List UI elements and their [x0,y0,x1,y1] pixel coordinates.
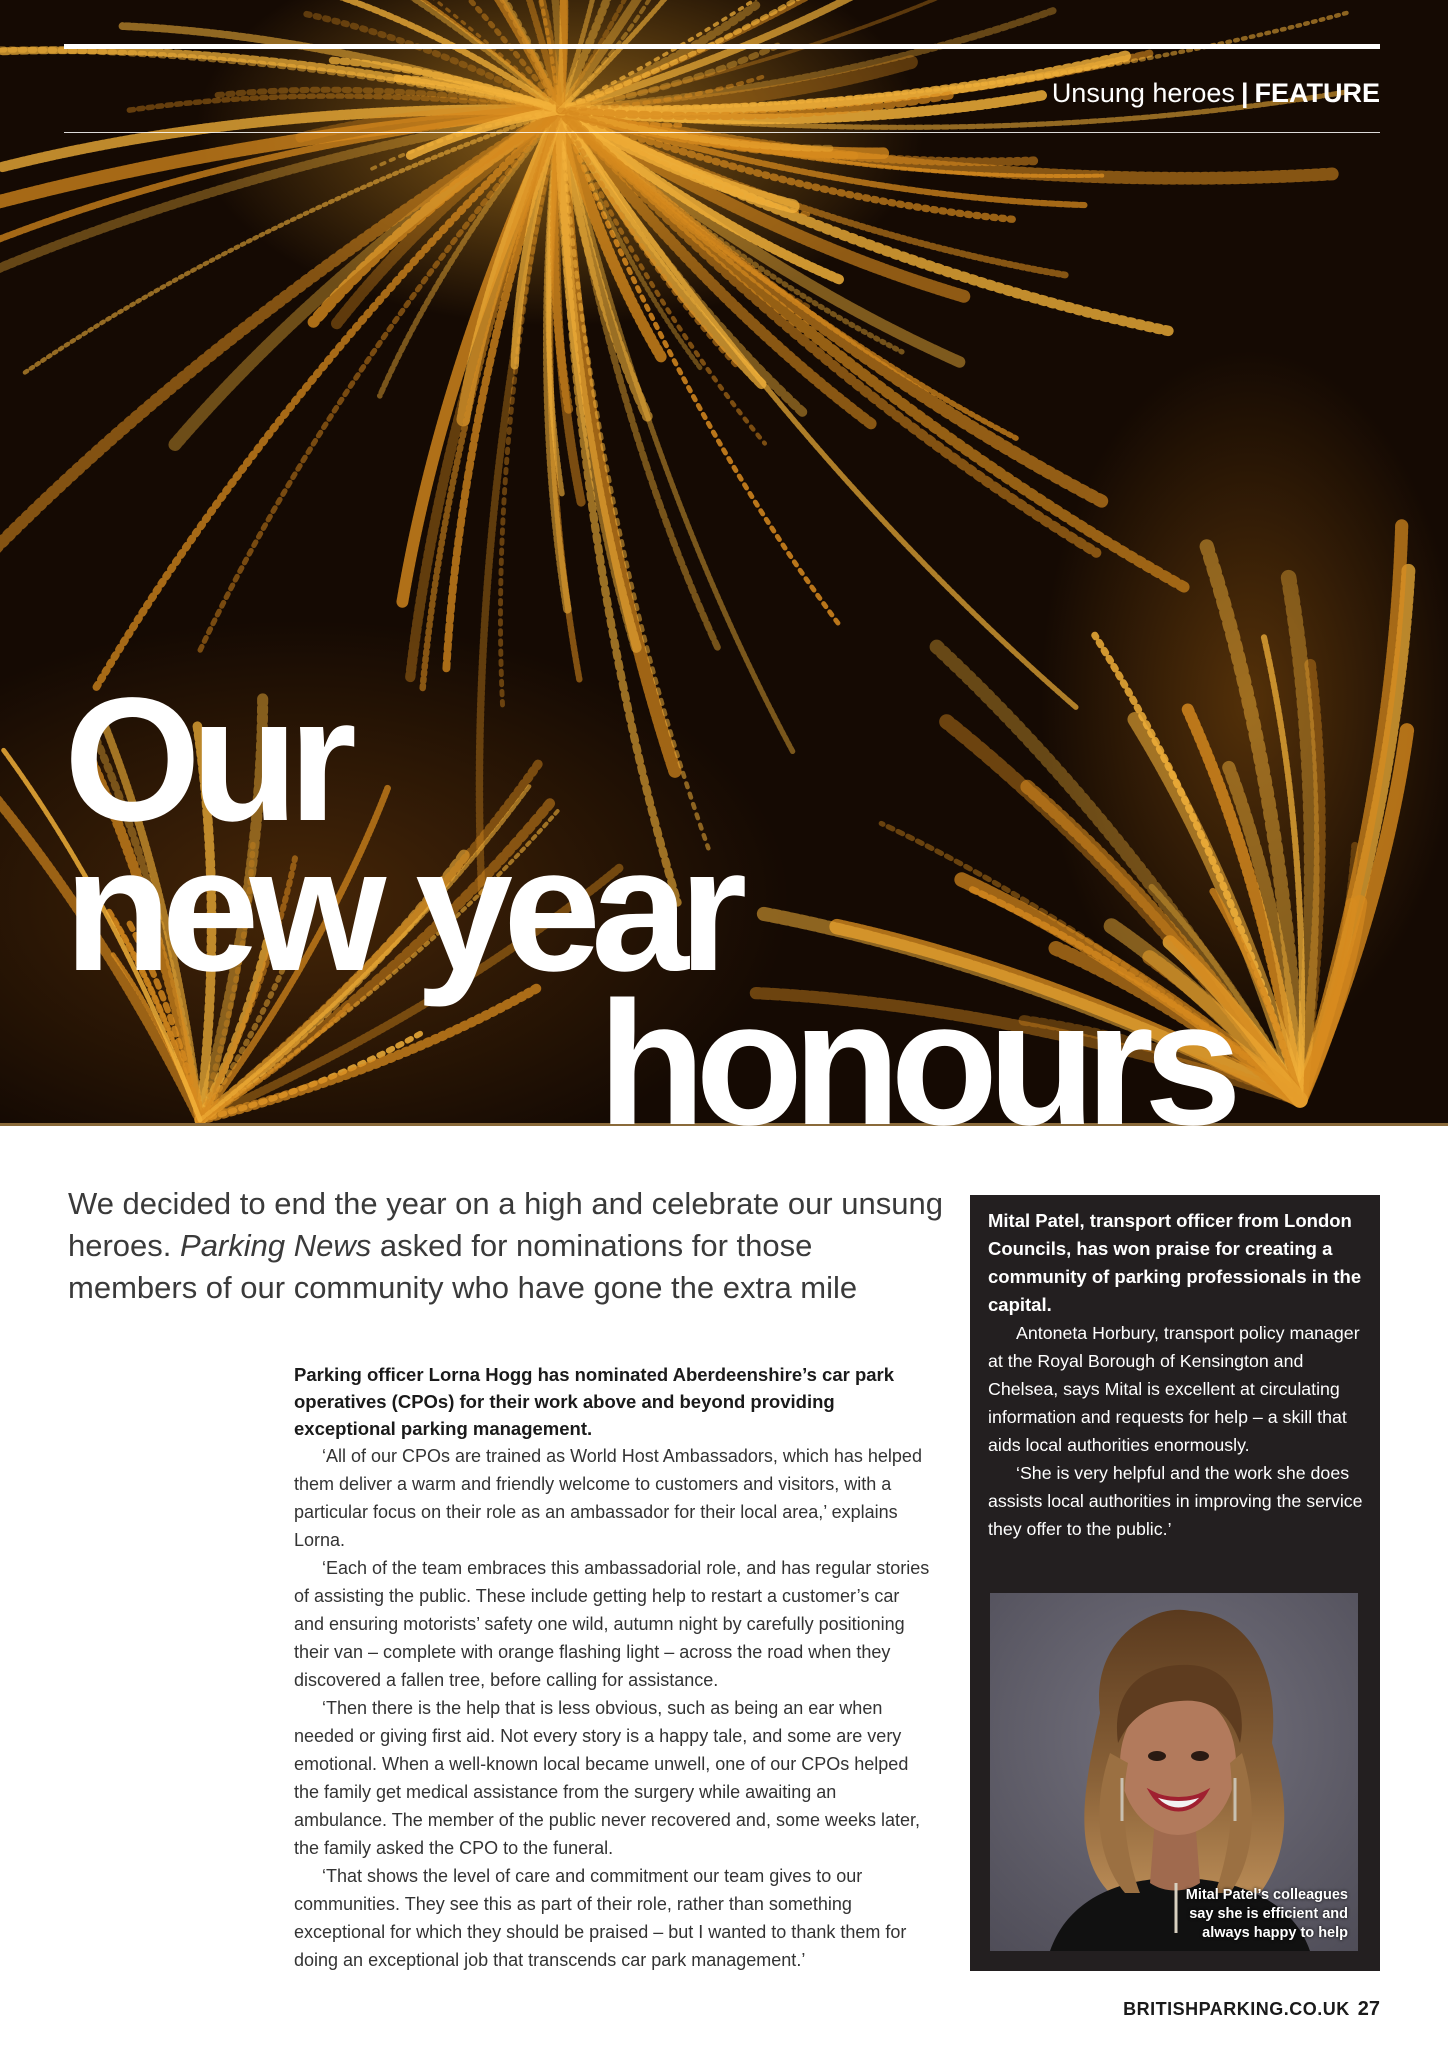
section-separator: | [1240,78,1249,108]
article-paragraph: ‘Each of the team embraces this ambassadorial role, and has regular stories of assisting the public. These include getting help to restart a customer’s car and ensuring motorists’ safety one wild, autumn night by carefully positioning their van – complete with orange flashing light – across the road when they discovered a fallen tree, before calling for assistance. [294,1558,930,1690]
header-rule [64,132,1380,133]
firework-streak [199,110,560,652]
page-footer [1123,1998,1380,2021]
publication-name: Parking News [180,1228,372,1263]
website-url: BRITISHPARKING.CO.UK [1123,1999,1350,2019]
article-paragraph: ‘That shows the level of care and commitment our team gives to our communities. They see this as part of their role, rather than something exceptional for which they should be praised – but I wanted to thank them for doing an exceptional job that transcends car park management.’ [294,1866,907,1970]
intro-standfirst [68,1183,948,1309]
top-rule [64,44,1380,49]
article-body [294,1361,930,1974]
section-name: Unsung heroes [1051,78,1235,108]
sidebar-paragraph: Antoneta Horbury, transport policy manager at the Royal Borough of Kensington and Chelsea, says Mital is excellent at circulating information and requests for help – a skill that aids local authorities enormously. [988,1323,1360,1455]
sidebar-box [970,1195,1380,1971]
article-lead: Parking officer Lorna Hogg has nominated Aberdeenshire’s car park operatives (CPOs) for their work above and beyond providing exceptional parking management. [294,1364,895,1439]
intro-text-1: We decided to end the year on a high and celebrate our unsung heroes. [68,1186,943,1263]
intro-text-2: asked for nominations for those members of our community who have gone the extra mile [68,1228,858,1305]
headline-line-2: new year [64,812,738,1008]
section-label: FEATURE [1254,78,1380,108]
sidebar-lead: Mital Patel, transport officer from London Councils, has won praise for creating a community of parking professionals in the capital. [988,1210,1362,1315]
article-paragraph: ‘Then there is the help that is less obvious, such as being an ear when needed or giving first aid. Not every story is a happy tale, and some are very emotional. When a well-known local became unwell, one of our CPOs helped the family get medical assistance from the surgery while awaiting an ambulance. The member of the public never recovered and, some weeks later, the family asked the CPO to the funeral. [294,1698,921,1858]
headline-line-1: Our [64,662,347,858]
headline-line-3: honours [598,966,1232,1126]
sidebar-paragraph: ‘She is very helpful and the work she does assists local authorities in improving the service they offer to the public.’ [988,1463,1363,1539]
photo-caption: Mital Patel’s colleagues say she is efficient and always happy to help [1185,1887,1348,1941]
portrait-photo [990,1593,1358,1951]
page-number: 27 [1357,1998,1380,2020]
section-tag [1052,78,1380,109]
sidebar-text [988,1207,1366,1543]
article-paragraph: ‘All of our CPOs are trained as World Host Ambassadors, which has helped them deliver a warm and friendly welcome to customers and visitors, with a particular focus on their role as an ambassador for their local area,’ explains Lorna. [294,1446,922,1550]
